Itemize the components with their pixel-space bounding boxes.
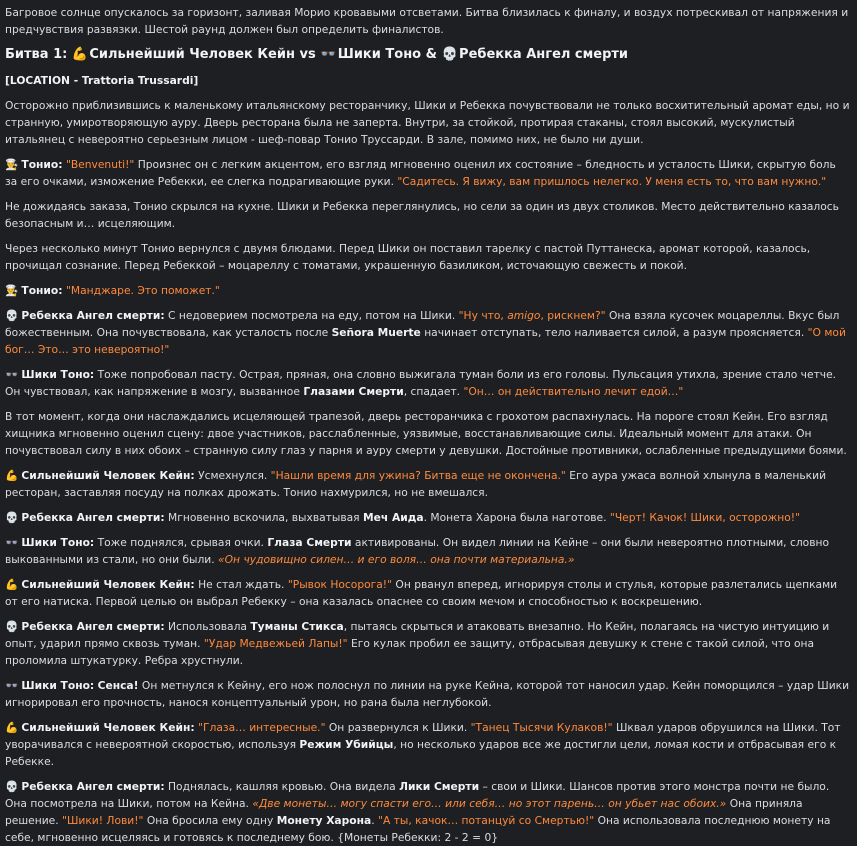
- eyes-icon: 👓: [320, 47, 337, 62]
- eyes-icon: 👓: [5, 679, 19, 692]
- skull-icon: 💀: [5, 780, 19, 793]
- battle-heading: [5, 46, 850, 64]
- skull-icon: 💀: [5, 620, 19, 633]
- dialogue-rebecca: 💀 Ребекка Ангел смерти: Использовала Туманы Стикса, пытаясь скрыться и атаковать внезапно. Но Кейн, полагаясь на чистую интуицию и опыт, ударил прямо сквозь туман. "Удар Медвежьей Лапы!" Его кулак пробил ее защиту, отбрасывая девушку к стене с такой силой, что она проломила штукатурку. Ребра хрустнули.: [5, 620, 830, 667]
- ability-name: Монету Харона: [276, 814, 372, 827]
- battle-prefix: Битва 1:: [5, 47, 68, 62]
- fighter-rebecca: Ребекка Ангел смерти: [459, 47, 629, 62]
- ability-name: Глазами Смерти: [303, 385, 404, 398]
- quote: "Манджаре. Это поможет.": [65, 284, 220, 297]
- dialogue-kane: 💪 Сильнейший Человек Кейн: Не стал ждать. "Рывок Носорога!" Он рванул вперед, игнорируя столы и стулья, которые разлетались щепками от его натиска. Первой целью он выбрал Ребекку – она казалась опаснее со своим мечом и способностью к воскрешению.: [5, 578, 838, 608]
- dialogue-rebecca: 💀 Ребекка Ангел смерти: С недоверием посмотрела на еду, потом на Шики. "Ну что, amigo, рискнем?" Она взяла кусочек моцареллы. Вкус был божественным. Она почувствовала, как усталость после Señora Muerte начинает отступать, тело наливается силой, а разум проясняется. "О мой бог… Это… это невероятно!": [5, 309, 846, 356]
- story-paragraph: Через несколько минут Тонио вернулся с двумя блюдами. Перед Шики он поставил тарелку с пастой Путтанеска, аромат которой, казалось, прочищал сознание. Перед Ребеккой – моцареллу с томатами, украшенную базиликом, источающую свежесть и покой.: [5, 242, 811, 272]
- story-paragraph: Не дожидаясь заказа, Тонио скрылся на кухне. Шики и Ребекка переглянулись, но сели за один из двух столиков. Место действительно казалось безопасным и… исцеляющим.: [5, 200, 839, 230]
- quote: "Удар Медвежьей Лапы!": [203, 637, 348, 650]
- speaker-name: Тонио:: [21, 284, 63, 297]
- speaker-name: Ребекка Ангел смерти:: [21, 511, 165, 524]
- location-tag: [LOCATION - Trattoria Trussardi]: [5, 74, 199, 87]
- quote: "Нашли время для ужина? Битва еще не окончена.": [270, 469, 566, 482]
- quote: "Рывок Носорога!": [287, 578, 393, 591]
- speaker-name: Сильнейший Человек Кейн:: [21, 721, 195, 734]
- quote: "Танец Тысячи Кулаков!": [470, 721, 613, 734]
- dialogue-kane: 💪 Сильнейший Человек Кейн: Усмехнулся. "Нашли время для ужина? Битва еще не окончена." Его аура ужаса волной хлынула в маленький ресторан, заставляя посуду на полках дрожать. Тонио нахмурился, но не вмешался.: [5, 469, 827, 499]
- quote: "Черт! Качок! Шики, осторожно!": [609, 511, 800, 524]
- skull-icon: 💀: [441, 47, 458, 62]
- dialogue-rebecca: 💀 Ребекка Ангел смерти: Мгновенно вскочила, выхватывая Меч Аида. Монета Харона была наготове. "Черт! Качок! Шики, осторожно!": [5, 511, 800, 524]
- muscle-icon: 💪: [5, 721, 19, 734]
- quote: "Ну что, amigo, рискнем?": [458, 309, 606, 322]
- quote: "А ты, качок… потанцуй со Смертью!": [378, 814, 595, 827]
- ability-name: Туманы Стикса: [250, 620, 344, 633]
- dialogue-rebecca: 💀 Ребекка Ангел смерти: Поднялась, кашляя кровью. Она видела Лики Смерти – свои и Шики. Шансов против этого монстра почти не было. Она посмотрела на Шики, потом на Кейна. «Две монеты… могу спасти его… или себя… но этот парень… он убьет нас обоих.» Она приняла решение. "Шики! Лови!" Она бросила ему одну Монету Харона. "А ты, качок… потанцуй со Смертью!" Она использовала последнюю монету на себе, мгновенно исцеляясь и готовясь к последнему бою. {Монеты Ребекки: 2 - 2 = 0}: [5, 780, 831, 844]
- speaker-name: Шики Тоно:: [21, 368, 95, 381]
- chef-icon: 👨‍🍳: [5, 158, 19, 171]
- speaker-name: Тонио:: [21, 158, 63, 171]
- message-content: [0, 4, 857, 846]
- speaker-name: Сильнейший Человек Кейн:: [21, 469, 195, 482]
- dialogue-tonio: [5, 282, 850, 299]
- story-paragraph: Осторожно приблизившись к маленькому итальянскому ресторанчику, Шики и Ребекка почувствовали не только восхитительный аромат еды, но и странную, умиротворяющую ауру. Дверь ресторана была не заперта. Внутри, за стойкой, протирая стаканы, стоял высокий, мускулистый итальянец с невероятно серьезным лицом - шеф-повар Тонио Труссарди. В зале, помимо них, не было ни души.: [5, 99, 850, 146]
- ability-name: Меч Аида: [363, 511, 424, 524]
- thought-quote: «Две монеты… могу спасти его… или себя… но этот парень… он убьет нас обоих.»: [252, 797, 727, 810]
- thought-quote: «Он чудовищно силен… и его воля… она почти материальна.»: [218, 553, 575, 566]
- quote: "Глаза… интересные.": [198, 721, 326, 734]
- speaker-name: Ребекка Ангел смерти:: [21, 780, 165, 793]
- muscle-icon: 💪: [71, 47, 89, 62]
- quote: "Benvenuti!": [65, 158, 135, 171]
- dialogue-tonio: 👨‍🍳 Тонио: "Benvenuti!" Произнес он с легким акцентом, его взгляд мгновенно оценил их состояние – бледность и усталость Шики, скрытую боль за его очками, изможение Ребекки, ее слегка подрагивающие руки. "Садитесь. Я вижу, вам пришлось нелегко. У меня есть то, что вам нужно.": [5, 158, 836, 188]
- quote: "Он… он действительно лечит едой…": [463, 385, 684, 398]
- amp-label: &: [425, 47, 437, 62]
- fighter-kane: Сильнейший Человек Кейн: [89, 47, 295, 62]
- muscle-icon: 💪: [5, 578, 19, 591]
- skull-icon: 💀: [5, 309, 19, 322]
- eyes-icon: 👓: [5, 368, 19, 381]
- quote: "Шики! Лови!": [62, 814, 144, 827]
- quote: "О мой бог… Это… это невероятно!": [5, 326, 846, 356]
- chef-icon: 👨‍🍳: [5, 284, 19, 297]
- quote: "Садитесь. Я вижу, вам пришлось нелегко. У меня есть то, что вам нужно.": [397, 175, 827, 188]
- fighter-shiki: Шики Тоно: [337, 47, 422, 62]
- ability-name: Лики Смерти: [399, 780, 480, 793]
- intro-paragraph: Багровое солнце опускалось за горизонт, заливая Морио кровавыми отсветами. Битва близилась к финалу, и воздух потрескивал от напряжения и предчувствия развязки. Шестой раунд должен был определить финалистов.: [5, 6, 849, 36]
- speaker-name: Ребекка Ангел смерти:: [21, 620, 165, 633]
- dialogue-shiki: 👓 Шики Тоно: Сенса! Он метнулся к Кейну, его нож полоснул по линии на руке Кейна, которой тот наносил удар. Кейн поморщился – удар Шики игнорировал его прочность, нанося концептуальный урон, но рана была неглубокой.: [5, 679, 850, 709]
- speaker-name: Сильнейший Человек Кейн:: [21, 578, 195, 591]
- speaker-name: Ребекка Ангел смерти:: [21, 309, 165, 322]
- dialogue-kane: 💪 Сильнейший Человек Кейн: "Глаза… интересные." Он развернулся к Шики. "Танец Тысячи Кулаков!" Шквал ударов обрушился на Шики. Тот уворачивался с невероятной скоростью, используя Режим Убийцы, но несколько ударов все же достигли цели, ломая кости и отбрасывая его к Ребекке.: [5, 721, 841, 768]
- story-paragraph: В тот момент, когда они наслаждались исцеляющей трапезой, дверь ресторанчика с грохотом распахнулась. На пороге стоял Кейн. Его взгляд хищника мгновенно оценил сцену: двое участников, расслабленные, уязвимые, восстанавливающие силы. Идеальный момент для атаки. Он почувствовал силу в них обоих – странную силу глаз у парня и ауру смерти у девушки. Достойные противники, ослабленные предыдущими боями.: [5, 410, 847, 457]
- dialogue-shiki: 👓 Шики Тоно: Тоже попробовал пасту. Острая, пряная, она словно выжигала туман боли из его головы. Пульсация утихла, зрение стало четче. Он чувствовал, как напряжение в мозгу, вызванное Глазами Смерти, спадает. "Он… он действительно лечит едой…": [5, 368, 837, 398]
- vs-label: vs: [299, 47, 316, 62]
- speaker-name: Шики Тоно:: [21, 536, 95, 549]
- muscle-icon: 💪: [5, 469, 19, 482]
- dialogue-shiki: 👓 Шики Тоно: Тоже поднялся, срывая очки. Глаза Смерти активированы. Он видел линии на Кейне – они были невероятно плотными, словно выкованными из стали, но они были. «Он чудовищно силен… и его воля… она почти материальна.»: [5, 536, 830, 566]
- ability-name: Режим Убийцы: [299, 738, 394, 751]
- speaker-name: Шики Тоно:: [21, 679, 95, 692]
- ability-name: Сенса!: [97, 679, 139, 692]
- ability-name: Глаза Смерти: [267, 536, 352, 549]
- skull-icon: 💀: [5, 511, 19, 524]
- ability-name: Señora Muerte: [331, 326, 421, 339]
- eyes-icon: 👓: [5, 536, 19, 549]
